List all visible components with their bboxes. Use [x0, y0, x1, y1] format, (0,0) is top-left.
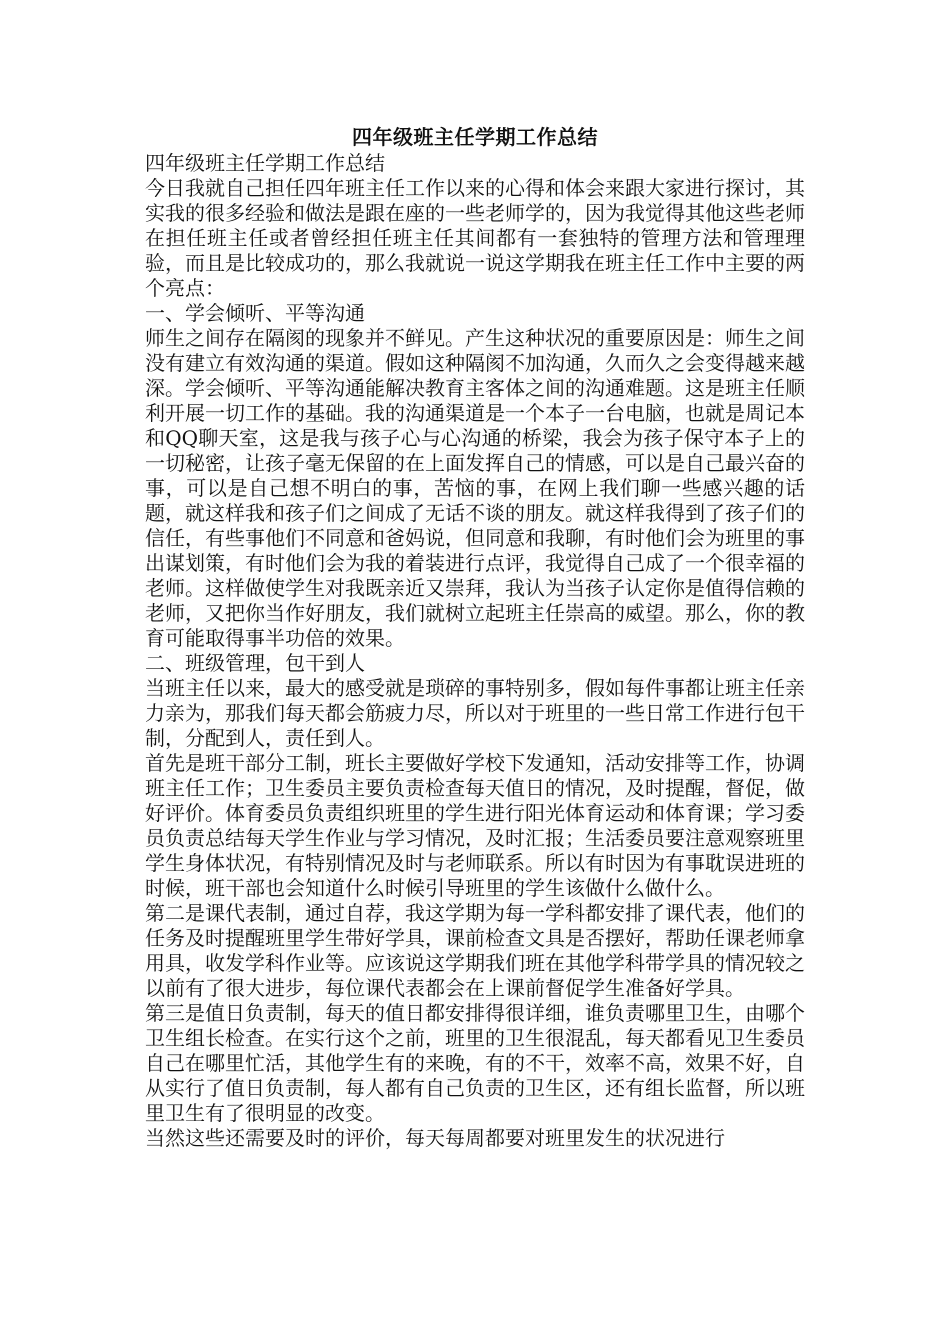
document-title: 四年级班主任学期工作总结: [352, 125, 598, 149]
paragraph: 当然这些还需要及时的评价，每天每周都要对班里发生的状况进行: [145, 1126, 725, 1150]
paragraph-list: [145, 151, 805, 1151]
document-body: [145, 124, 805, 1151]
paragraph: 首先是班干部分工制，班长主要做好学校下发通知，活动安排等工作，协调班主任工作；卫生委员主要负责检查每天值日的情况，及时提醒，督促，做好评价。体育委员负责组织班里的学生进行阳光体育运动和体育课；学习委员负责总结每天学生作业与学习情况，及时汇报；生活委员要注意观察班里学生身体状况，有特别情况及时与老师联系。所以有时因为有事耽误进班的时候，班干部也会知道什么时候引导班里的学生该做什么做什么。: [145, 751, 805, 900]
paragraph: 第三是值日负责制，每天的值日都安排得很详细，谁负责哪里卫生，由哪个卫生组长检查。在实行这个之前，班里的卫生很混乱，每天都看见卫生委员自己在哪里忙活，其他学生有的来晚，有的不干，效率不高，效果不好，自从实行了值日负责制，每人都有自己负责的卫生区，还有组长监督，所以班里卫生有了很明显的改变。: [145, 1001, 805, 1125]
section-heading: 一、学会倾听、平等沟通: [145, 301, 365, 325]
paragraph: 四年级班主任学期工作总结: [145, 151, 385, 175]
paragraph: 今日我就自己担任四年班主任工作以来的心得和体会来跟大家进行探讨，其实我的很多经验和做法是跟在座的一些老师学的，因为我觉得其他这些老师在担任班主任或者曾经担任班主任其间都有一套独特的管理方法和管理理验，而且是比较成功的，那么我就说一说这学期我在班主任工作中主要的两个亮点：: [145, 176, 805, 300]
paragraph: 当班主任以来，最大的感受就是琐碎的事特别多，假如每件事都让班主任亲力亲为，那我们每天都会筋疲力尽，所以对于班里的一些日常工作进行包干制，分配到人，责任到人。: [145, 676, 805, 750]
paragraph: 师生之间存在隔阂的现象并不鲜见。产生这种状况的重要原因是：师生之间没有建立有效沟通的渠道。假如这种隔阂不加沟通，久而久之会变得越来越深。学会倾听、平等沟通能解决教育主客体之间的沟通难题。这是班主任顺利开展一切工作的基础。我的沟通渠道是一个本子一台电脑，也就是周记本和QQ聊天室，这是我与孩子心与心沟通的桥梁，我会为孩子保守本子上的一切秘密，让孩子毫无保留的在上面发挥自己的情感，可以是自己最兴奋的事，可以是自己想不明白的事，苦恼的事，在网上我们聊一些感兴趣的话题，就这样我和孩子们之间成了无话不谈的朋友。就这样我得到了孩子们的信任，有些事他们不同意和爸妈说，但同意和我聊，有时他们会为班里的事出谋划策，有时他们会为我的着装进行点评，我觉得自己成了一个很幸福的老师。这样做使学生对我既亲近又崇拜，我认为当孩子认定你是值得信赖的老师，又把你当作好朋友，我们就树立起班主任崇高的威望。那么，你的教育可能取得事半功倍的效果。: [145, 326, 805, 650]
paragraph: 第二是课代表制，通过自荐，我这学期为每一学科都安排了课代表，他们的任务及时提醒班里学生带好学具，课前检查文具是否摆好，帮助任课老师拿用具，收发学科作业等。应该说这学期我们班在其他学科带学具的情况较之以前有了很大进步，每位课代表都会在上课前督促学生准备好学具。: [145, 901, 805, 1000]
section-heading: 二、班级管理，包干到人: [145, 651, 365, 675]
